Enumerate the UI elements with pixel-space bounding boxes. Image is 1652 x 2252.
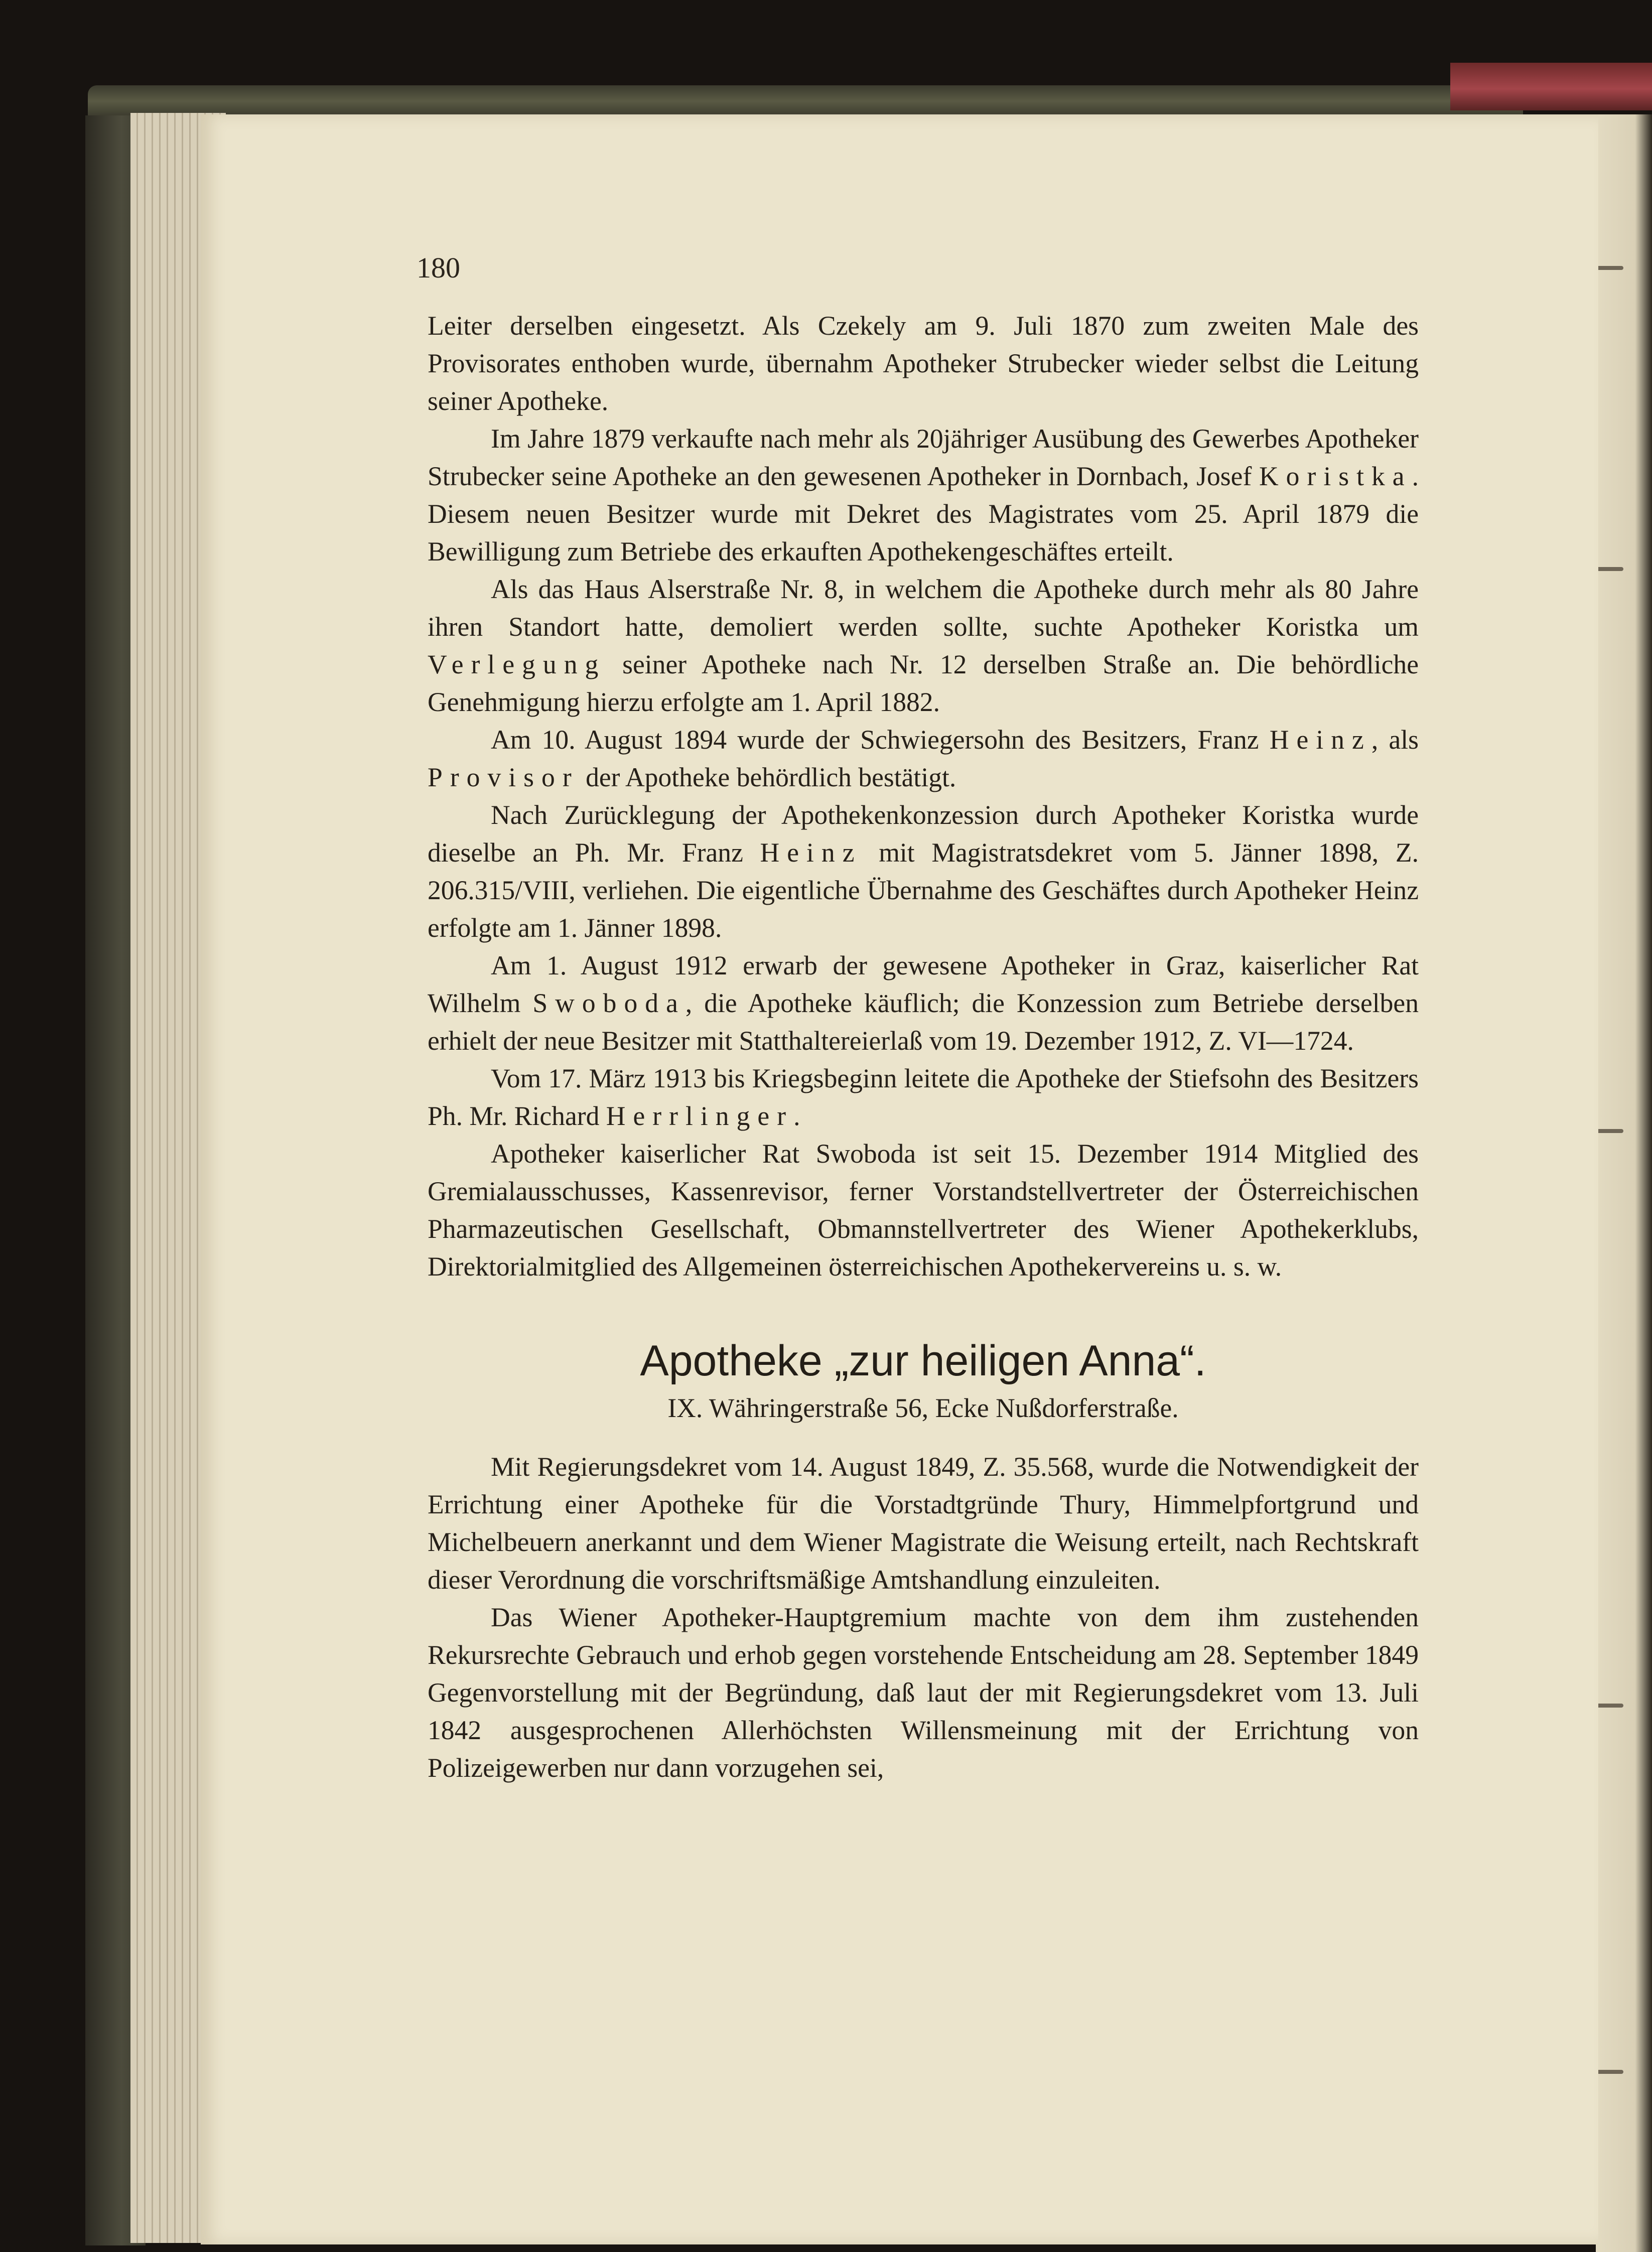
facing-page-edge <box>1596 114 1652 2252</box>
paragraph: Apotheker kaiserlicher Rat Swoboda ist seit 15. Dezember 1914 Mitglied des Gremialausschusses, Kassenrevisor, ferner Vorstandstellvertreter der Österreichischen Pharmazeutischen Gesellschaft, Obmannstellvertreter des Wiener Apothekerklubs, Direktorialmitglied des Allgemeinen österreichischen Apothekervereins u. s. w. <box>428 1139 1419 1282</box>
page-number: 180 <box>417 251 460 284</box>
paragraph: Leiter derselben eingesetzt. Als Czekely am 9. Juli 1870 zum zweiten Male des Provisorates enthoben wurde, übernahm Apotheker Strubecker wieder selbst die Leitung seiner Apotheke. <box>428 311 1419 416</box>
paragraph: Am 1. August 1912 erwarb der gewesene Apotheker in Graz, kaiserlicher Rat Wilhelm Swoboda, die Apotheke käuflich; die Konzession zum Betriebe derselben erhielt der neue Besitzer mit Statthaltereierlaß vom 19. Dezember 1912, Z. VI—1724. <box>428 950 1419 1056</box>
paragraph: Mit Regierungsdekret vom 14. August 1849, Z. 35.568, wurde die Notwendigkeit der Errichtung einer Apotheke für die Vorstadtgründe Thury, Himmelpfortgrund und Michelbeuern anerkannt und dem Wiener Magistrate die Weisung erteilt, nach Rechtskraft dieser Verordnung die vorschriftsmäßige Amtshandlung einzuleiten. <box>428 1452 1419 1595</box>
section-address: IX. Währingerstraße 56, Ecke Nußdorferstraße. <box>667 1393 1179 1423</box>
section-heading-block <box>428 1336 1419 1428</box>
next-volume-edge <box>1450 63 1652 110</box>
paragraph: Nach Zurücklegung der Apothekenkonzession durch Apotheker Koristka wurde dieselbe an Ph. Mr. Franz Heinz mit Magistratsdekret vom 5. Jänner 1898, Z. 206.315/VIII, verliehen. Die eigentliche Übernahme des Geschäftes durch Apotheker Heinz erfolgte am 1. Jänner 1898. <box>428 800 1419 943</box>
paragraph: Das Wiener Apotheker-Hauptgremium machte von dem ihm zustehenden Rekursrechte Gebrauch und erhob gegen vorstehende Entscheidung am 28. September 1849 Gegenvorstellung mit der Begründung, daß laut der mit Regierungsdekret vom 13. Juli 1842 ausgesprochenen Allerhöchsten Willensmeinung mit der Errichtung von Polizeigewerben nur dann vorzugehen sei, <box>428 1602 1419 1783</box>
paragraph: Vom 17. März 1913 bis Kriegsbeginn leitete die Apotheke der Stiefsohn des Besitzers Ph. Mr. Richard Herrlinger. <box>428 1063 1419 1131</box>
paragraph: Als das Haus Alserstraße Nr. 8, in welchem die Apotheke durch mehr als 80 Jahre ihren Standort hatte, demoliert werden sollte, suchte Apotheker Koristka um Verlegung seiner Apotheke nach Nr. 12 derselben Straße an. Die behördliche Genehmigung hierzu erfolgte am 1. April 1882. <box>428 574 1419 717</box>
paragraph: Im Jahre 1879 verkaufte nach mehr als 20jähriger Ausübung des Gewerbes Apotheker Strubecker seine Apotheke an den gewesenen Apotheker in Dornbach, Josef Koristka. Diesem neuen Besitzer wurde mit Dekret des Magistrates vom 25. April 1879 die Bewilligung zum Betriebe des erkauften Apothekengeschäftes erteilt. <box>428 424 1419 567</box>
page-body <box>428 307 1419 1787</box>
paragraph: Am 10. August 1894 wurde der Schwiegersohn des Besitzers, Franz Heinz, als Provisor der Apotheke behördlich bestätigt. <box>428 725 1419 792</box>
section-title: Apotheke „zur heiligen Anna“. <box>640 1337 1206 1385</box>
